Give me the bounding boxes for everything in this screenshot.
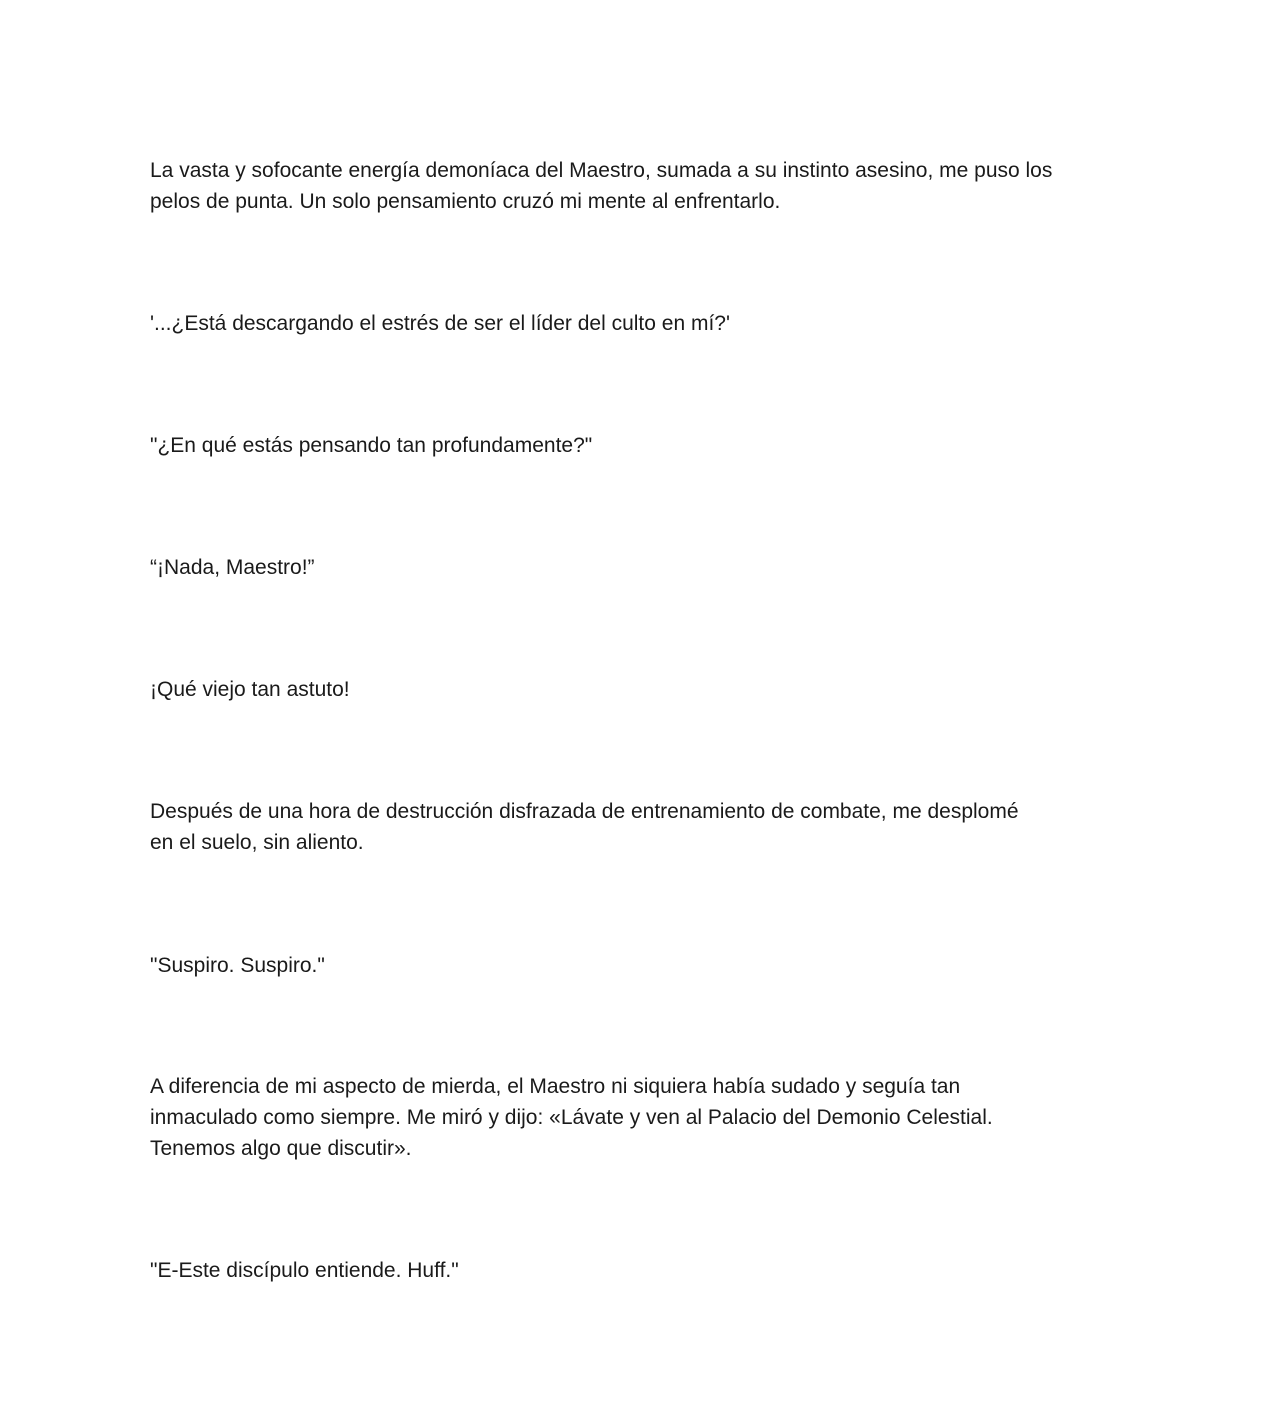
paragraph-7	[150, 950, 1130, 981]
paragraph-9	[150, 1255, 1130, 1286]
text-line: '...¿Está descargando el estrés de ser el líder del culto en mí?'	[150, 312, 730, 335]
text-line: ¡Qué viejo tan astuto!	[150, 678, 350, 701]
paragraph-5	[150, 674, 1130, 705]
paragraph-2	[150, 308, 1130, 339]
text-line: A diferencia de mi aspecto de mierda, el Maestro ni siquiera había sudado y seguía tan	[150, 1075, 961, 1098]
text-line: “¡Nada, Maestro!”	[150, 556, 315, 579]
text-line: "Suspiro. Suspiro."	[150, 954, 325, 977]
text-line: "E-Este discípulo entiende. Huff."	[150, 1259, 459, 1282]
paragraph-4	[150, 552, 1130, 583]
text-line: en el suelo, sin aliento.	[150, 831, 364, 854]
paragraph-8	[150, 1071, 1130, 1164]
text-line: pelos de punta. Un solo pensamiento cruzó mi mente al enfrentarlo.	[150, 190, 781, 213]
text-line: inmaculado como siempre. Me miró y dijo: «Lávate y ven al Palacio del Demonio Celestial.	[150, 1106, 993, 1129]
text-line: Después de una hora de destrucción disfrazada de entrenamiento de combate, me desplomé	[150, 800, 1019, 823]
paragraph-6	[150, 796, 1130, 858]
paragraph-1	[150, 155, 1130, 217]
text-line: Tenemos algo que discutir».	[150, 1137, 412, 1160]
paragraph-3	[150, 430, 1130, 461]
text-line: La vasta y sofocante energía demoníaca del Maestro, sumada a su instinto asesino, me puso los	[150, 159, 1053, 182]
text-line: "¿En qué estás pensando tan profundamente?"	[150, 434, 593, 457]
